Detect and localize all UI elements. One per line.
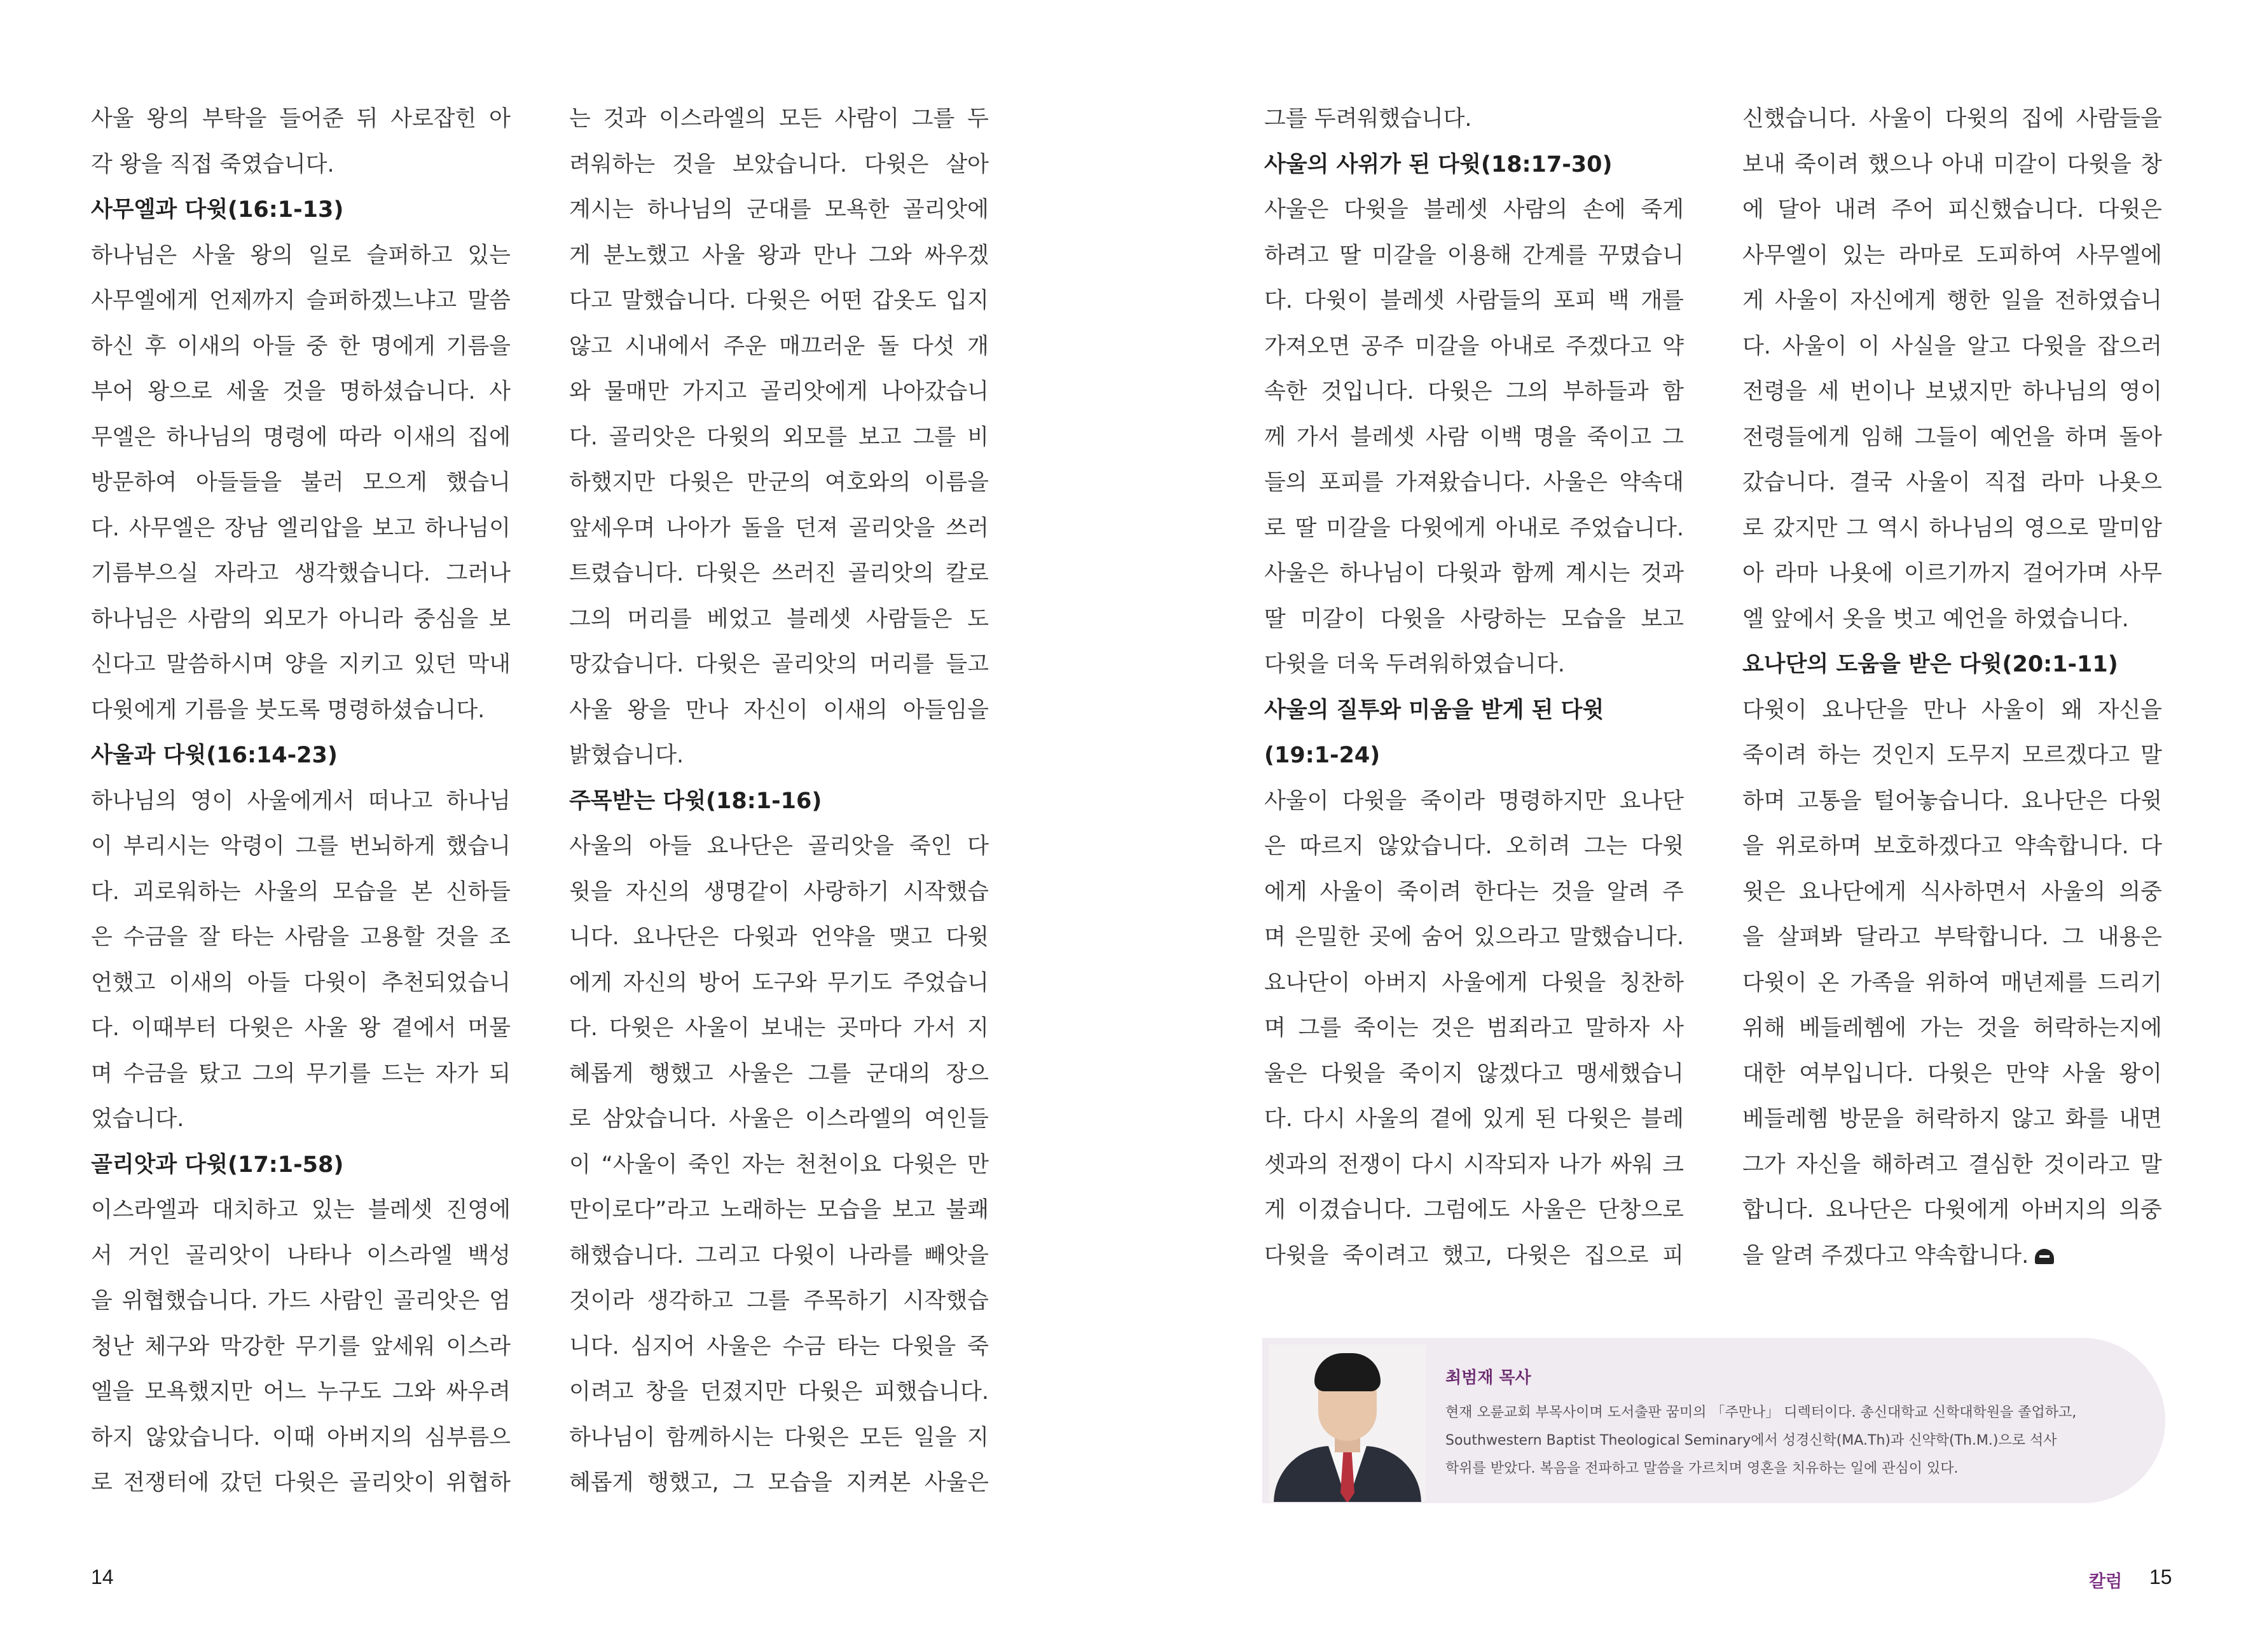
body-text-line: 에게 자신의 방어 도구와 무기도 주었습니	[569, 970, 989, 996]
body-text-line: 셋과의 전쟁이 다시 시작되자 나가 싸워 크	[1264, 1152, 1684, 1178]
page-number-right: 15	[2149, 1566, 2172, 1588]
body-text-line: 게 분노했고 사울 왕과 만나 그와 싸우겠	[569, 242, 989, 268]
body-text-line: 다고 말했습니다. 다윗은 어떤 갑옷도 입지	[569, 288, 989, 313]
body-text-line: 다. 다윗은 사울이 보내는 곳마다 가서 지	[569, 1015, 989, 1041]
body-text-line: 속한 것입니다. 다윗은 그의 부하들과 함	[1264, 379, 1684, 404]
body-text-line: 혜롭게 행했고 사울은 그를 군대의 장으	[569, 1061, 989, 1087]
body-text-line: 사울은 다윗을 블레셋 사람의 손에 죽게	[1264, 197, 1684, 223]
body-text-line: 전령들에게 임해 그들이 예언을 하며 돌아	[1742, 424, 2162, 450]
body-text-line: 며 수금을 탔고 그의 무기를 드는 자가 되	[91, 1061, 511, 1087]
body-text-line: 을 위협했습니다. 가드 사람인 골리앗은 엄	[91, 1288, 511, 1314]
body-text-line: 다윗이 온 가족을 위하여 매년제를 드리기	[1742, 970, 2162, 996]
body-text-line: 위해 베들레헴에 가는 것을 허락하는지에	[1742, 1015, 2162, 1041]
body-text-line: 들의 포피를 가져왔습니다. 사울은 약속대	[1264, 470, 1684, 495]
body-text-line: 사울은 하나님이 다윗과 함께 계시는 것과	[1264, 561, 1684, 586]
body-text-line: 베들레헴 방문을 허락하지 않고 화를 내면	[1742, 1106, 2162, 1132]
section-heading: 요나단의 도움을 받은 다윗(20:1-11)	[1742, 652, 2118, 677]
section-heading: 사울과 다윗(16:14-23)	[91, 743, 338, 768]
body-text-line: 무엘은 하나님의 명령에 따라 이새의 집에	[91, 424, 511, 450]
body-text-line: 만이로다”라고 노래하는 모습을 보고 불쾌	[569, 1197, 989, 1223]
body-text-line: 각 왕을 직접 죽였습니다.	[91, 151, 334, 177]
body-text-line: 게 이겼습니다. 그럼에도 사울은 단창으로	[1264, 1197, 1684, 1223]
body-text-line: 다. 이때부터 다윗은 사울 왕 곁에서 머물	[91, 1015, 511, 1041]
body-text-line: 다. 다윗이 블레셋 사람들의 포피 백 개를	[1264, 288, 1684, 313]
body-text-line: 은 따르지 않았습니다. 오히려 그는 다윗	[1264, 834, 1684, 859]
body-text-line: 밝혔습니다.	[569, 743, 684, 768]
body-text-line: 아 라마 나욧에 이르기까지 걸어가며 사무	[1742, 561, 2162, 586]
body-text-line: 죽이려 하는 것인지 도무지 모르겠다고 말	[1742, 743, 2162, 768]
body-text-line: 그를 두려워했습니다.	[1264, 106, 1472, 132]
body-text-line: 하며 고통을 털어놓습니다. 요나단은 다윗	[1742, 788, 2162, 814]
body-text-line: 신했습니다. 사울이 다윗의 집에 사람들을	[1742, 106, 2162, 132]
body-text-line: 기름부으실 자라고 생각했습니다. 그러나	[91, 561, 511, 586]
body-text-line: 신다고 말씀하시며 양을 지키고 있던 막내	[91, 652, 511, 677]
body-text-line: 해했습니다. 그리고 다윗이 나라를 빼앗을	[569, 1242, 989, 1269]
body-text-line: 하려고 딸 미갈을 이용해 간계를 꾸몄습니	[1264, 242, 1684, 268]
body-text-line: 갔습니다. 결국 사울이 직접 라마 나욧으	[1742, 470, 2162, 495]
column-2	[569, 97, 989, 1506]
body-text-line: 다. 골리앗은 다윗의 외모를 보고 그를 비	[569, 424, 989, 450]
body-text-line: 사울 왕을 만나 자신이 이새의 아들임을	[569, 697, 989, 723]
body-text-line: 다. 다시 사울의 곁에 있게 된 다윗은 블레	[1264, 1106, 1684, 1132]
body-text-line: 며 은밀한 곳에 숨어 있으라고 말했습니다.	[1264, 925, 1684, 950]
body-text-line: 이 “사울이 죽인 자는 천천이요 다윗은 만	[569, 1152, 989, 1178]
body-text-line: 려워하는 것을 보았습니다. 다윗은 살아	[569, 151, 989, 177]
body-text-line: 망갔습니다. 다윗은 골리앗의 머리를 들고	[569, 652, 989, 677]
body-text-line: 로 갔지만 그 역시 하나님의 영으로 말미암	[1742, 515, 2162, 541]
body-text-line: 다윗을 더욱 두려워하였습니다.	[1264, 652, 1565, 677]
body-text-line: 윗은 요나단에게 식사하면서 사울의 의중	[1742, 879, 2162, 905]
body-text-line: 않고 시내에서 주운 매끄러운 돌 다섯 개	[569, 333, 989, 359]
body-text-line: 것이라 생각하고 그를 주목하기 시작했습	[569, 1288, 989, 1314]
body-text-line	[1742, 1234, 2162, 1279]
body-text-line: 께 가서 블레셋 사람 이백 명을 죽이고 그	[1264, 424, 1684, 450]
body-text-line: 다윗이 요나단을 만나 사울이 왜 자신을	[1742, 697, 2162, 723]
body-text-line: 요나단이 아버지 사울에게 다윗을 칭찬하	[1264, 970, 1684, 996]
column-3	[1264, 97, 1684, 1279]
body-text-line: 다. 사울이 이 사실을 알고 다윗을 잡으러	[1742, 333, 2162, 359]
body-text-line: 방문하여 아들들을 불러 모으게 했습니	[91, 470, 511, 495]
body-text-line: 로 전쟁터에 갔던 다윗은 골리앗이 위협하	[91, 1470, 511, 1496]
body-text-line: 게 사울이 자신에게 행한 일을 전하였습니	[1742, 288, 2162, 313]
author-description-line: 학위를 받았다. 복음을 전파하고 말씀을 가르치며 영혼을 치유하는 일에 관심이 있다.	[1445, 1461, 1959, 1476]
body-text-line: 이 부리시는 악령이 그를 번뇌하게 했습니	[91, 834, 511, 859]
author-bio-box	[1262, 1338, 2165, 1503]
body-text-line: 딸 미갈이 다윗을 사랑하는 모습을 보고	[1264, 606, 1684, 632]
body-text-line: 트렸습니다. 다윗은 쓰러진 골리앗의 칼로	[569, 561, 989, 586]
section-heading: 사울의 사위가 된 다윗(18:17-30)	[1264, 151, 1613, 177]
body-text-line: 하지 않았습니다. 이때 아버지의 심부름으	[91, 1424, 511, 1450]
body-text-line: 다윗을 죽이려고 했고, 다윗은 집으로 피	[1264, 1242, 1684, 1269]
body-text-line: 언했고 이새의 아들 다윗이 추천되었습니	[91, 970, 511, 996]
body-text-line: 서 거인 골리앗이 나타나 이스라엘 백성	[91, 1242, 511, 1269]
body-text-line: 사울이 다윗을 죽이라 명령하지만 요나단	[1264, 788, 1684, 814]
author-description-line: 현재 오륜교회 부목사이며 도서출판 꿈미의 「주만나」 디렉터이다. 총신대학교 신학대학원을 졸업하고,	[1445, 1405, 2077, 1421]
body-text-line: 윗을 자신의 생명같이 사랑하기 시작했습	[569, 879, 989, 905]
body-text-line: 다. 사무엘은 장남 엘리압을 보고 하나님이	[91, 515, 511, 541]
body-text-line: 하나님은 사람의 외모가 아니라 중심을 보	[91, 606, 511, 632]
body-text-line: 엘을 모욕했지만 어느 누구도 그와 싸우려	[91, 1379, 511, 1405]
body-text: 을 알려 주겠다고 약속합니다.	[1742, 1242, 2029, 1269]
end-mark-icon	[2035, 1249, 2054, 1264]
body-text-line: 로 삼았습니다. 사울은 이스라엘의 여인들	[569, 1106, 989, 1132]
body-text-line: 혜롭게 행했고, 그 모습을 지켜본 사울은	[569, 1470, 989, 1496]
body-text-line: 그의 머리를 베었고 블레셋 사람들은 도	[569, 606, 989, 632]
body-text-line: 사무엘에게 언제까지 슬퍼하겠느냐고 말씀	[91, 288, 511, 313]
section-heading: 주목받는 다윗(18:1-16)	[569, 788, 822, 814]
body-text-line: 부어 왕으로 세울 것을 명하셨습니다. 사	[91, 379, 511, 404]
body-text-line: 청난 체구와 막강한 무기를 앞세워 이스라	[91, 1333, 511, 1359]
body-text-line: 에게 사울이 죽이려 한다는 것을 알려 주	[1264, 879, 1684, 905]
section-heading: (19:1-24)	[1264, 743, 1381, 768]
body-text-line: 하나님은 사울 왕의 일로 슬퍼하고 있는	[91, 242, 511, 268]
body-text-line: 사무엘이 있는 라마로 도피하여 사무엘에	[1742, 242, 2162, 268]
body-text-line: 니다. 요나단은 다윗과 언약을 맺고 다윗	[569, 925, 989, 950]
body-text-line: 전령을 세 번이나 보냈지만 하나님의 영이	[1742, 379, 2162, 404]
section-label: 칼럼	[2089, 1572, 2123, 1592]
section-heading: 사무엘과 다윗(16:1-13)	[91, 197, 344, 223]
body-text-line: 사울의 아들 요나단은 골리앗을 죽인 다	[569, 834, 989, 859]
body-text-line: 보내 죽이려 했으나 아내 미갈이 다윗을 창	[1742, 151, 2162, 177]
body-text-line: 에 달아 내려 주어 피신했습니다. 다윗은	[1742, 197, 2162, 223]
author-description-line: Southwestern Baptist Theological Seminary에서 성경신학(MA.Th)과 신약학(Th.M.)으로 석사	[1445, 1433, 2057, 1449]
section-heading: 사울의 질투와 미움을 받게 된 다윗	[1264, 697, 1604, 723]
column-1	[91, 97, 511, 1506]
body-text-line: 사울 왕의 부탁을 들어준 뒤 사로잡힌 아	[91, 106, 511, 132]
body-text-line: 며 그를 죽이는 것은 범죄라고 말하자 사	[1264, 1015, 1684, 1041]
author-name: 최범재 목사	[1445, 1368, 1531, 1387]
body-text-line: 는 것과 이스라엘의 모든 사람이 그를 두	[569, 106, 989, 132]
body-text-line: 다윗에게 기름을 붓도록 명령하셨습니다.	[91, 697, 485, 723]
body-text-line: 로 딸 미갈을 다윗에게 아내로 주었습니다.	[1264, 515, 1684, 541]
body-text-line: 와 물매만 가지고 골리앗에게 나아갔습니	[569, 379, 989, 404]
body-text-line: 니다. 심지어 사울은 수금 타는 다윗을 죽	[569, 1333, 989, 1359]
body-text-line: 그가 자신을 해하려고 결심한 것이라고 말	[1742, 1152, 2162, 1178]
body-text-line: 을 위로하며 보호하겠다고 약속합니다. 다	[1742, 834, 2162, 859]
body-text-line: 엘 앞에서 옷을 벗고 예언을 하였습니다.	[1742, 606, 2129, 632]
author-photo	[1269, 1344, 1426, 1502]
section-heading: 골리앗과 다윗(17:1-58)	[91, 1152, 344, 1178]
body-text-line: 을 살펴봐 달라고 부탁합니다. 그 내용은	[1742, 925, 2162, 950]
body-text-line: 이려고 창을 던졌지만 다윗은 피했습니다.	[569, 1379, 989, 1405]
column-4	[1742, 97, 2162, 1279]
body-text-line: 었습니다.	[91, 1106, 184, 1132]
body-text-line: 은 수금을 잘 타는 사람을 고용할 것을 조	[91, 925, 511, 950]
body-text-line: 합니다. 요나단은 다윗에게 아버지의 의중	[1742, 1197, 2162, 1223]
body-text-line: 다. 괴로워하는 사울의 모습을 본 신하들	[91, 879, 511, 905]
body-text-line: 계시는 하나님의 군대를 모욕한 골리앗에	[569, 197, 989, 223]
author-description	[1445, 1399, 2139, 1483]
body-text-line: 하나님이 함께하시는 다윗은 모든 일을 지	[569, 1424, 989, 1450]
body-text-line: 대한 여부입니다. 다윗은 만약 사울 왕이	[1742, 1061, 2162, 1087]
body-text-line: 앞세우며 나아가 돌을 던져 골리앗을 쓰러	[569, 515, 989, 541]
body-text-line: 이스라엘과 대치하고 있는 블레셋 진영에	[91, 1197, 511, 1223]
body-text-line: 하신 후 이새의 아들 중 한 명에게 기름을	[91, 333, 511, 359]
body-text-line: 하나님의 영이 사울에게서 떠나고 하나님	[91, 788, 511, 814]
body-text-line: 하했지만 다윗은 만군의 여호와의 이름을	[569, 470, 989, 495]
body-text-line: 울은 다윗을 죽이지 않겠다고 맹세했습니	[1264, 1061, 1684, 1087]
body-text-line: 가져오면 공주 미갈을 아내로 주겠다고 약	[1264, 333, 1684, 359]
page-number-left: 14	[91, 1566, 114, 1588]
